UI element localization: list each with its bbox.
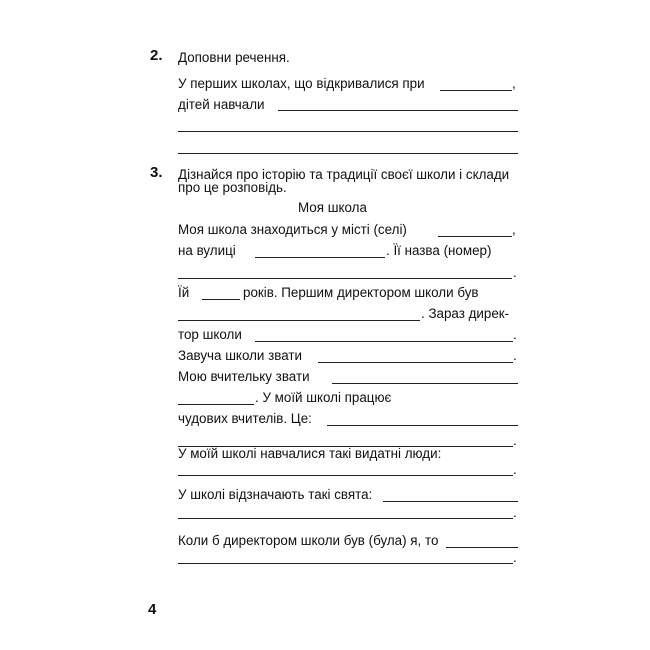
story-row-7a: Завуча школи звати (178, 348, 302, 363)
story-row-5b: . Зараз дирек- (421, 306, 510, 321)
page-number: 4 (148, 601, 157, 618)
period: . (513, 462, 517, 477)
story-row-12: У моїй школі навчалися такі видатні люди: (178, 446, 442, 461)
answer-line[interactable] (383, 501, 518, 502)
answer-line[interactable] (327, 425, 518, 426)
period: . (513, 327, 517, 342)
period: . (513, 348, 517, 363)
task-2-heading: Доповни речення. (178, 50, 290, 65)
answer-line[interactable] (446, 547, 518, 548)
period: . (513, 433, 517, 448)
task-2-number: 2. (150, 47, 163, 64)
answer-line[interactable] (438, 236, 512, 237)
story-row-10a: чудових вчителів. Це: (178, 411, 312, 426)
story-row-4b: років. Першим директором школи був (243, 285, 479, 300)
answer-line[interactable] (318, 362, 513, 363)
story-row-9b: . У моїй школі працює (255, 390, 392, 405)
story-title: Моя школа (298, 200, 367, 215)
comma: , (512, 222, 516, 237)
answer-line[interactable] (178, 153, 518, 154)
task-2-sentence-1: У перших школах, що відкривалися при (178, 76, 425, 91)
story-row-2a: на вулиці (178, 243, 236, 258)
story-row-8a: Мою вчительку звати (178, 369, 310, 384)
period: . (513, 265, 517, 280)
answer-line[interactable] (178, 404, 254, 405)
answer-line[interactable] (440, 90, 512, 91)
story-row-6a: тор школи (178, 327, 242, 342)
period: . (513, 550, 517, 565)
story-row-2b: . Її назва (номер) (386, 243, 492, 258)
comma: , (512, 76, 516, 91)
story-row-4a: Їй (178, 285, 190, 300)
answer-line[interactable] (332, 383, 518, 384)
story-row-14: У школі відзначають такі свята: (178, 487, 373, 502)
task-3-heading-line-1: Дізнайся про історію та традиції своєї школи і склади (178, 167, 510, 182)
task-2-sentence-2: дітей навчали (178, 97, 265, 112)
answer-line[interactable] (178, 475, 513, 476)
answer-line[interactable] (178, 131, 518, 132)
answer-line[interactable] (255, 257, 385, 258)
answer-line[interactable] (178, 278, 512, 279)
task-3-heading-line-2: про це розповідь. (178, 180, 287, 195)
story-row-16: Коли б директором школи був (була) я, то (178, 533, 439, 548)
story-row-1: Моя школа знаходиться у місті (селі) (178, 222, 407, 237)
answer-line[interactable] (178, 320, 420, 321)
task-3-number: 3. (150, 164, 163, 181)
period: . (513, 505, 517, 520)
answer-line[interactable] (278, 110, 518, 111)
answer-line[interactable] (255, 341, 513, 342)
answer-line[interactable] (202, 299, 240, 300)
answer-line[interactable] (178, 518, 513, 519)
answer-line[interactable] (178, 563, 513, 564)
